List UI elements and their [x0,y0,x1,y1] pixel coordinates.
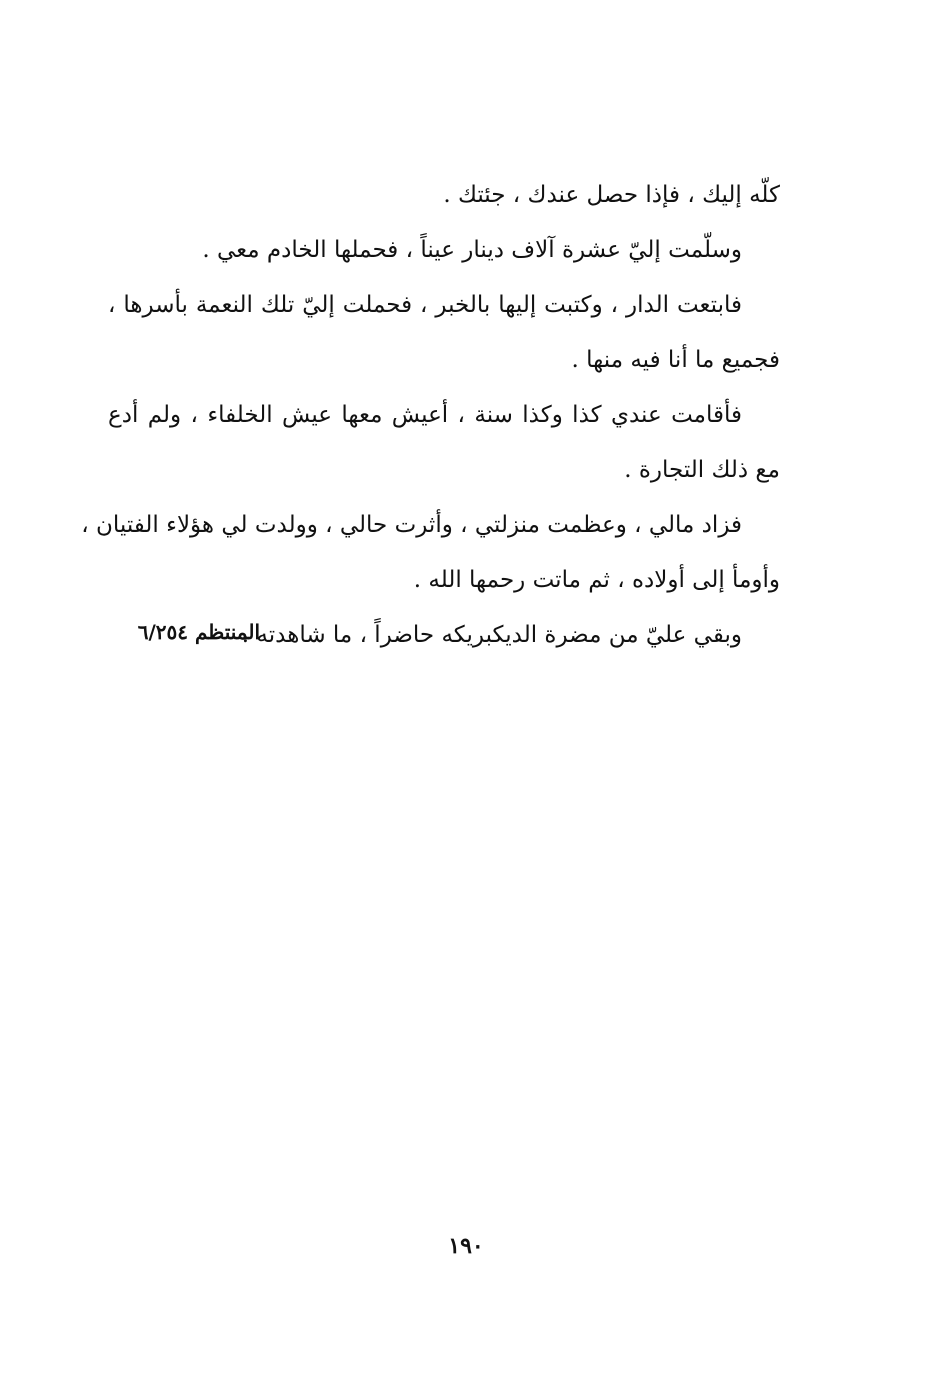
text-line: فزاد مالي ، وعظمت منزلتي ، وأثرت حالي ، وولدت لي هؤلاء الفتيان ، [81,512,742,538]
source-citation: المنتظم ٦/٢٥٤ [137,620,260,644]
text-line: فابتعت الدار ، وكتبت إليها بالخبر ، فحملت إليّ تلك النعمة بأسرها ، [108,292,742,318]
text-line: فجميع ما أنا فيه منها . [571,347,780,373]
text-line: وسلّمت إليّ عشرة آلاف دينار عيناً ، فحملها الخادم معي . [202,237,742,263]
text-line: مع ذلك التجارة . [624,457,780,483]
text-line: كلّه إليك ، فإذا حصل عندك ، جئتك . [443,182,780,208]
text-line: وأومأ إلى أولاده ، ثم ماتت رحمها الله . [413,567,780,593]
text-line: وبقي عليّ من مضرة الديكبريكه حاضراً ، ما شاهدته . [241,622,742,648]
text-line: فأقامت عندي كذا وكذا سنة ، أعيش معها عيش الخلفاء ، ولم أدع [108,402,742,428]
page-number: ١٩٠ [448,1233,484,1259]
body-text [81,168,780,663]
